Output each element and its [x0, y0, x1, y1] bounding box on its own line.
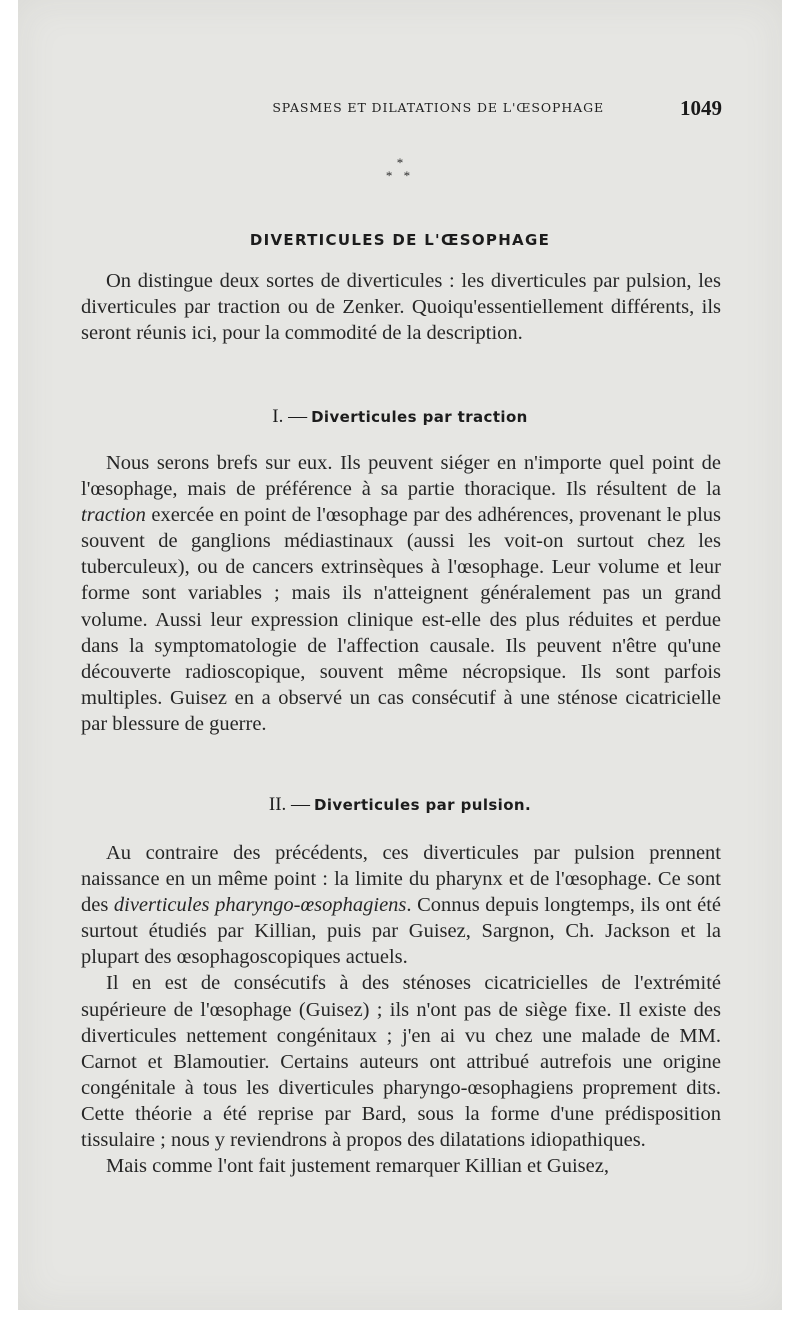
running-title: SPASMES ET DILATATIONS DE L'ŒSOPHAGE: [272, 100, 604, 115]
text-run: . Connus depuis longtemps, ils ont été surtout étudiés par Killian, puis par Guisez, Sargnon, Ch. Jackson et la plupart des œsophagoscopiques actuels.: [81, 894, 722, 969]
intro-paragraph: On distingue deux sortes de diverticules : les diverticules par pulsion, les diverticules par traction ou de Zenker. Quoiqu'essentiellement différents, ils seront réunis ici, pour la commodité de la description.: [81, 270, 721, 345]
text-run: Nous serons brefs sur eux. Ils peuvent siéger en n'importe quel point de l'œsophage, mais de préférence à sa partie thoracique. Ils résultent de la: [81, 452, 721, 501]
subsection-heading-traction: [18, 406, 782, 428]
traction-block: [81, 450, 721, 737]
pulsion-paragraph-3: Mais comme l'ont fait justement remarquer Killian et Guisez,: [106, 1155, 609, 1178]
pulsion-paragraph-2: Il en est de consécutifs à des sténoses cicatricielles de l'extrémité supérieure de l'œsophage (Guisez) ; ils n'ont pas de siège fixe. Il existe des diverticules nettement congénitaux ; j'en ai vu chez une malade de MM. Carnot et Blamoutier. Certains auteurs ont attribué autrefois une origine congénitale à tous les diverticules pharyngo-œsophagiens proprement dits. Cette théorie a été reprise par Bard, sous la forme d'une prédisposition tissulaire ; nous y reviendrons à propos des dilatations idiopathiques.: [81, 972, 721, 1152]
traction-paragraph: [81, 450, 721, 737]
subsection-number: II. —: [268, 794, 311, 815]
subsection-title: Diverticules par traction: [311, 408, 528, 426]
section-title: DIVERTICULES DE L'ŒSOPHAGE: [249, 231, 551, 249]
intro-block: [81, 268, 721, 346]
subsection-number: I. —: [272, 406, 308, 427]
page-number: 1049: [680, 96, 722, 120]
pulsion-paragraph-1: [81, 840, 721, 970]
italic-term: diverticules pharyngo-œsophagiens: [113, 894, 407, 917]
pulsion-block: [81, 840, 721, 1179]
asterism-ornament: [18, 156, 782, 182]
asterism-top: *: [396, 155, 404, 170]
asterism-bottom: * *: [385, 168, 415, 183]
italic-term: traction: [81, 504, 146, 527]
text-run: Au contraire des précédents, ces diverticules par pulsion prennent naissance en un même point : la limite du pharynx et de l'œsophage. Ce sont des: [81, 842, 721, 917]
running-head: [18, 96, 782, 118]
subsection-heading-pulsion: [18, 794, 782, 816]
book-page: [18, 0, 782, 1310]
text-run: exercée en point de l'œsophage par des adhérences, provenant le plus souvent de ganglions médiastinaux (aussi les voit-on surtout chez les tuberculeux), ou de cancers extrinsèques à l'œsophage. Leur volume et leur forme sont variables ; mais ils n'atteignent généralement pas un grand volume. Aussi leur expression clinique est-elle des plus réduites et perdue dans la symptomatologie de l'affection causale. Ils peuvent n'être qu'une découverte radioscopique, souvent même nécropsique. Ils sont parfois multiples. Guisez en a observé un cas consécutif à une sténose cicatricielle par blessure de guerre.: [81, 504, 721, 735]
subsection-title: Diverticules par pulsion.: [314, 796, 532, 814]
